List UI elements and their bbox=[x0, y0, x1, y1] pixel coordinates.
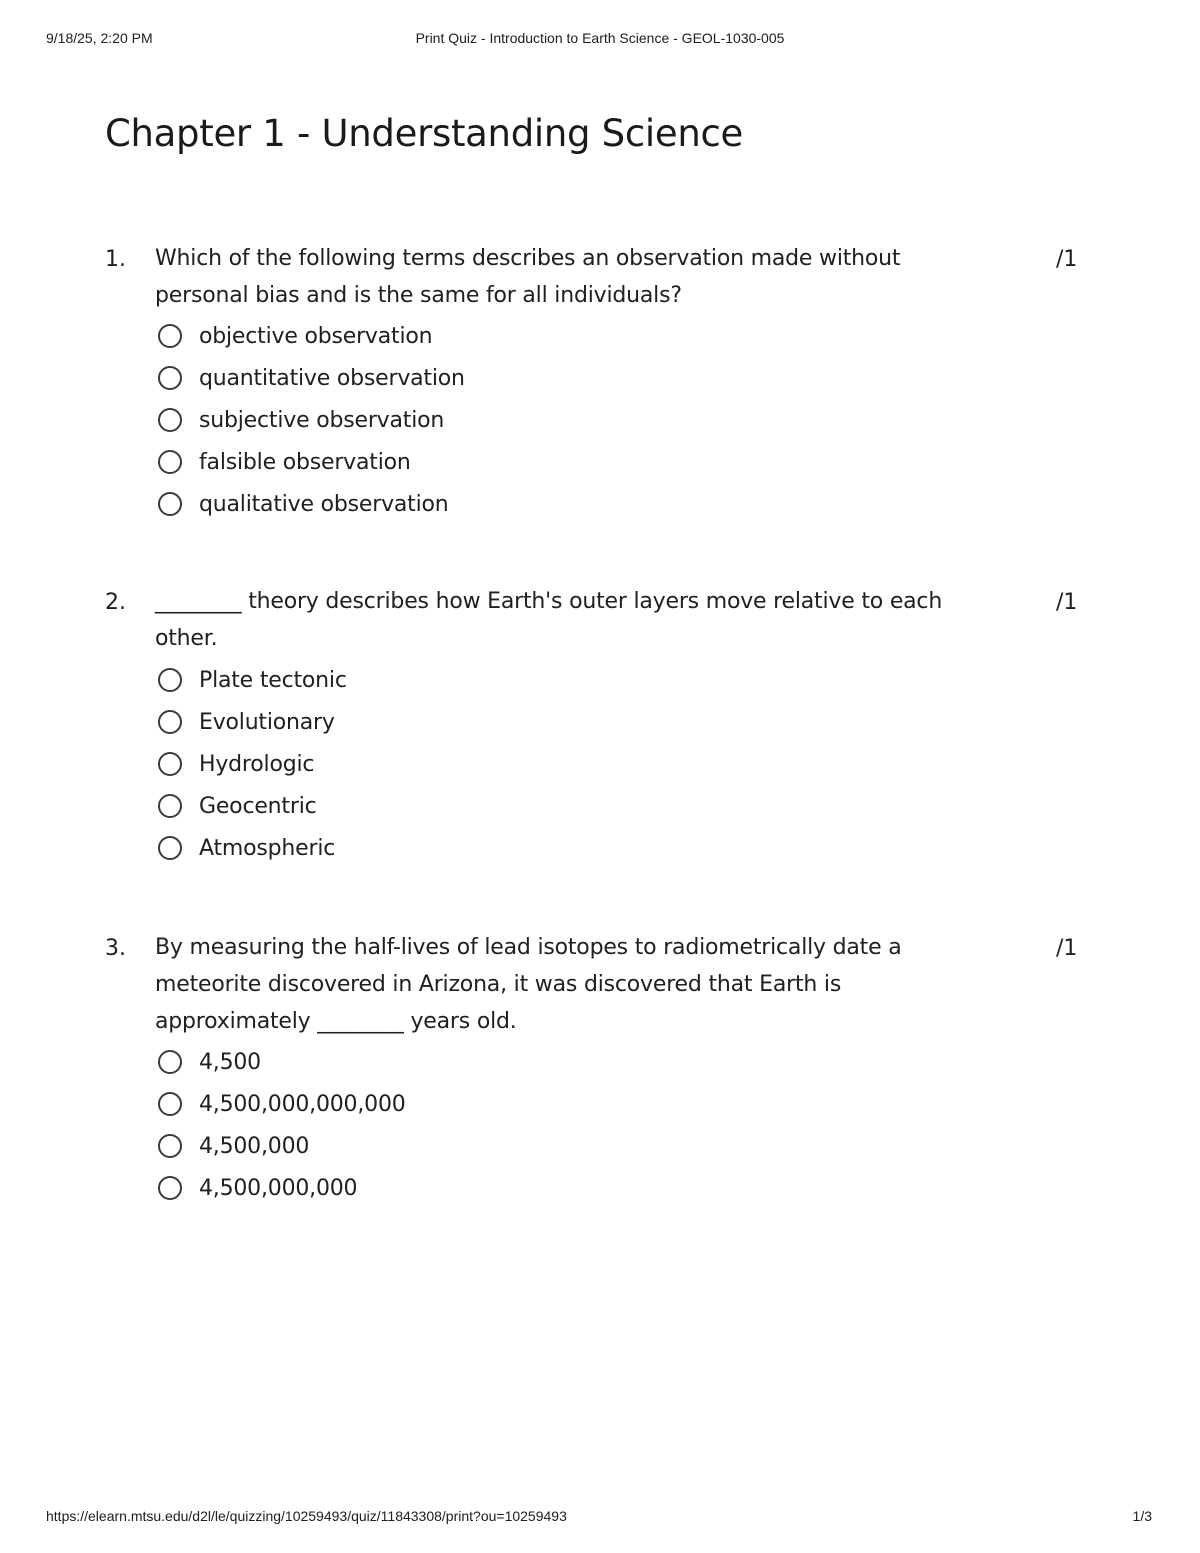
question-points: /1 bbox=[1056, 247, 1078, 272]
option-label: qualitative observation bbox=[199, 491, 449, 517]
answer-option[interactable] bbox=[158, 357, 465, 399]
question-number: 1. bbox=[105, 247, 126, 272]
option-label: Hydrologic bbox=[199, 751, 315, 777]
option-label: falsible observation bbox=[199, 449, 411, 475]
answer-option[interactable] bbox=[158, 1083, 406, 1125]
answer-options bbox=[158, 659, 347, 869]
question-text: Which of the following terms describes an observation made without personal bias and is the same for all individuals? bbox=[155, 246, 901, 308]
option-label: 4,500,000,000,000 bbox=[199, 1091, 406, 1117]
radio-button-icon[interactable] bbox=[158, 1134, 182, 1158]
radio-button-icon[interactable] bbox=[158, 710, 182, 734]
answer-option[interactable] bbox=[158, 827, 347, 869]
answer-option[interactable] bbox=[158, 1041, 406, 1083]
option-label: Evolutionary bbox=[199, 709, 335, 735]
answer-options bbox=[158, 315, 465, 525]
answer-option[interactable] bbox=[158, 483, 465, 525]
print-page-title: Print Quiz - Introduction to Earth Science - GEOL-1030-005 bbox=[415, 30, 785, 46]
answer-option[interactable] bbox=[158, 1167, 406, 1209]
radio-button-icon[interactable] bbox=[158, 366, 182, 390]
radio-button-icon[interactable] bbox=[158, 1176, 182, 1200]
answer-option[interactable] bbox=[158, 785, 347, 827]
radio-button-icon[interactable] bbox=[158, 492, 182, 516]
answer-option[interactable] bbox=[158, 399, 465, 441]
print-datetime: 9/18/25, 2:20 PM bbox=[46, 30, 153, 46]
option-label: Geocentric bbox=[199, 793, 317, 819]
radio-button-icon[interactable] bbox=[158, 450, 182, 474]
answer-option[interactable] bbox=[158, 659, 347, 701]
question-points: /1 bbox=[1056, 590, 1078, 615]
question-points: /1 bbox=[1056, 936, 1078, 961]
answer-option[interactable] bbox=[158, 315, 465, 357]
option-label: 4,500,000,000 bbox=[199, 1175, 358, 1201]
radio-button-icon[interactable] bbox=[158, 324, 182, 348]
radio-button-icon[interactable] bbox=[158, 752, 182, 776]
answer-options bbox=[158, 1041, 406, 1209]
answer-option[interactable] bbox=[158, 441, 465, 483]
answer-option[interactable] bbox=[158, 701, 347, 743]
option-label: Plate tectonic bbox=[199, 667, 347, 693]
radio-button-icon[interactable] bbox=[158, 1092, 182, 1116]
option-label: quantitative observation bbox=[199, 365, 465, 391]
page-url: https://elearn.mtsu.edu/d2l/le/quizzing/10259493/quiz/11843308/print?ou=10259493 bbox=[46, 1508, 567, 1524]
chapter-title: Chapter 1 - Understanding Science bbox=[105, 112, 743, 155]
answer-option[interactable] bbox=[158, 1125, 406, 1167]
radio-button-icon[interactable] bbox=[158, 794, 182, 818]
radio-button-icon[interactable] bbox=[158, 836, 182, 860]
radio-button-icon[interactable] bbox=[158, 668, 182, 692]
option-label: Atmospheric bbox=[199, 835, 336, 861]
question-number: 3. bbox=[105, 936, 126, 961]
question-number: 2. bbox=[105, 590, 126, 615]
question-text: By measuring the half-lives of lead isotopes to radiometrically date a meteorite discovered in Arizona, it was discovered that Earth is approximately ________ years old. bbox=[155, 935, 902, 1034]
option-label: 4,500,000 bbox=[199, 1133, 310, 1159]
radio-button-icon[interactable] bbox=[158, 1050, 182, 1074]
option-label: objective observation bbox=[199, 323, 433, 349]
option-label: subjective observation bbox=[199, 407, 445, 433]
radio-button-icon[interactable] bbox=[158, 408, 182, 432]
page-number: 1/3 bbox=[1132, 1508, 1152, 1524]
option-label: 4,500 bbox=[199, 1049, 261, 1075]
answer-option[interactable] bbox=[158, 743, 347, 785]
question-text: ________ theory describes how Earth's outer layers move relative to each other. bbox=[155, 589, 943, 651]
